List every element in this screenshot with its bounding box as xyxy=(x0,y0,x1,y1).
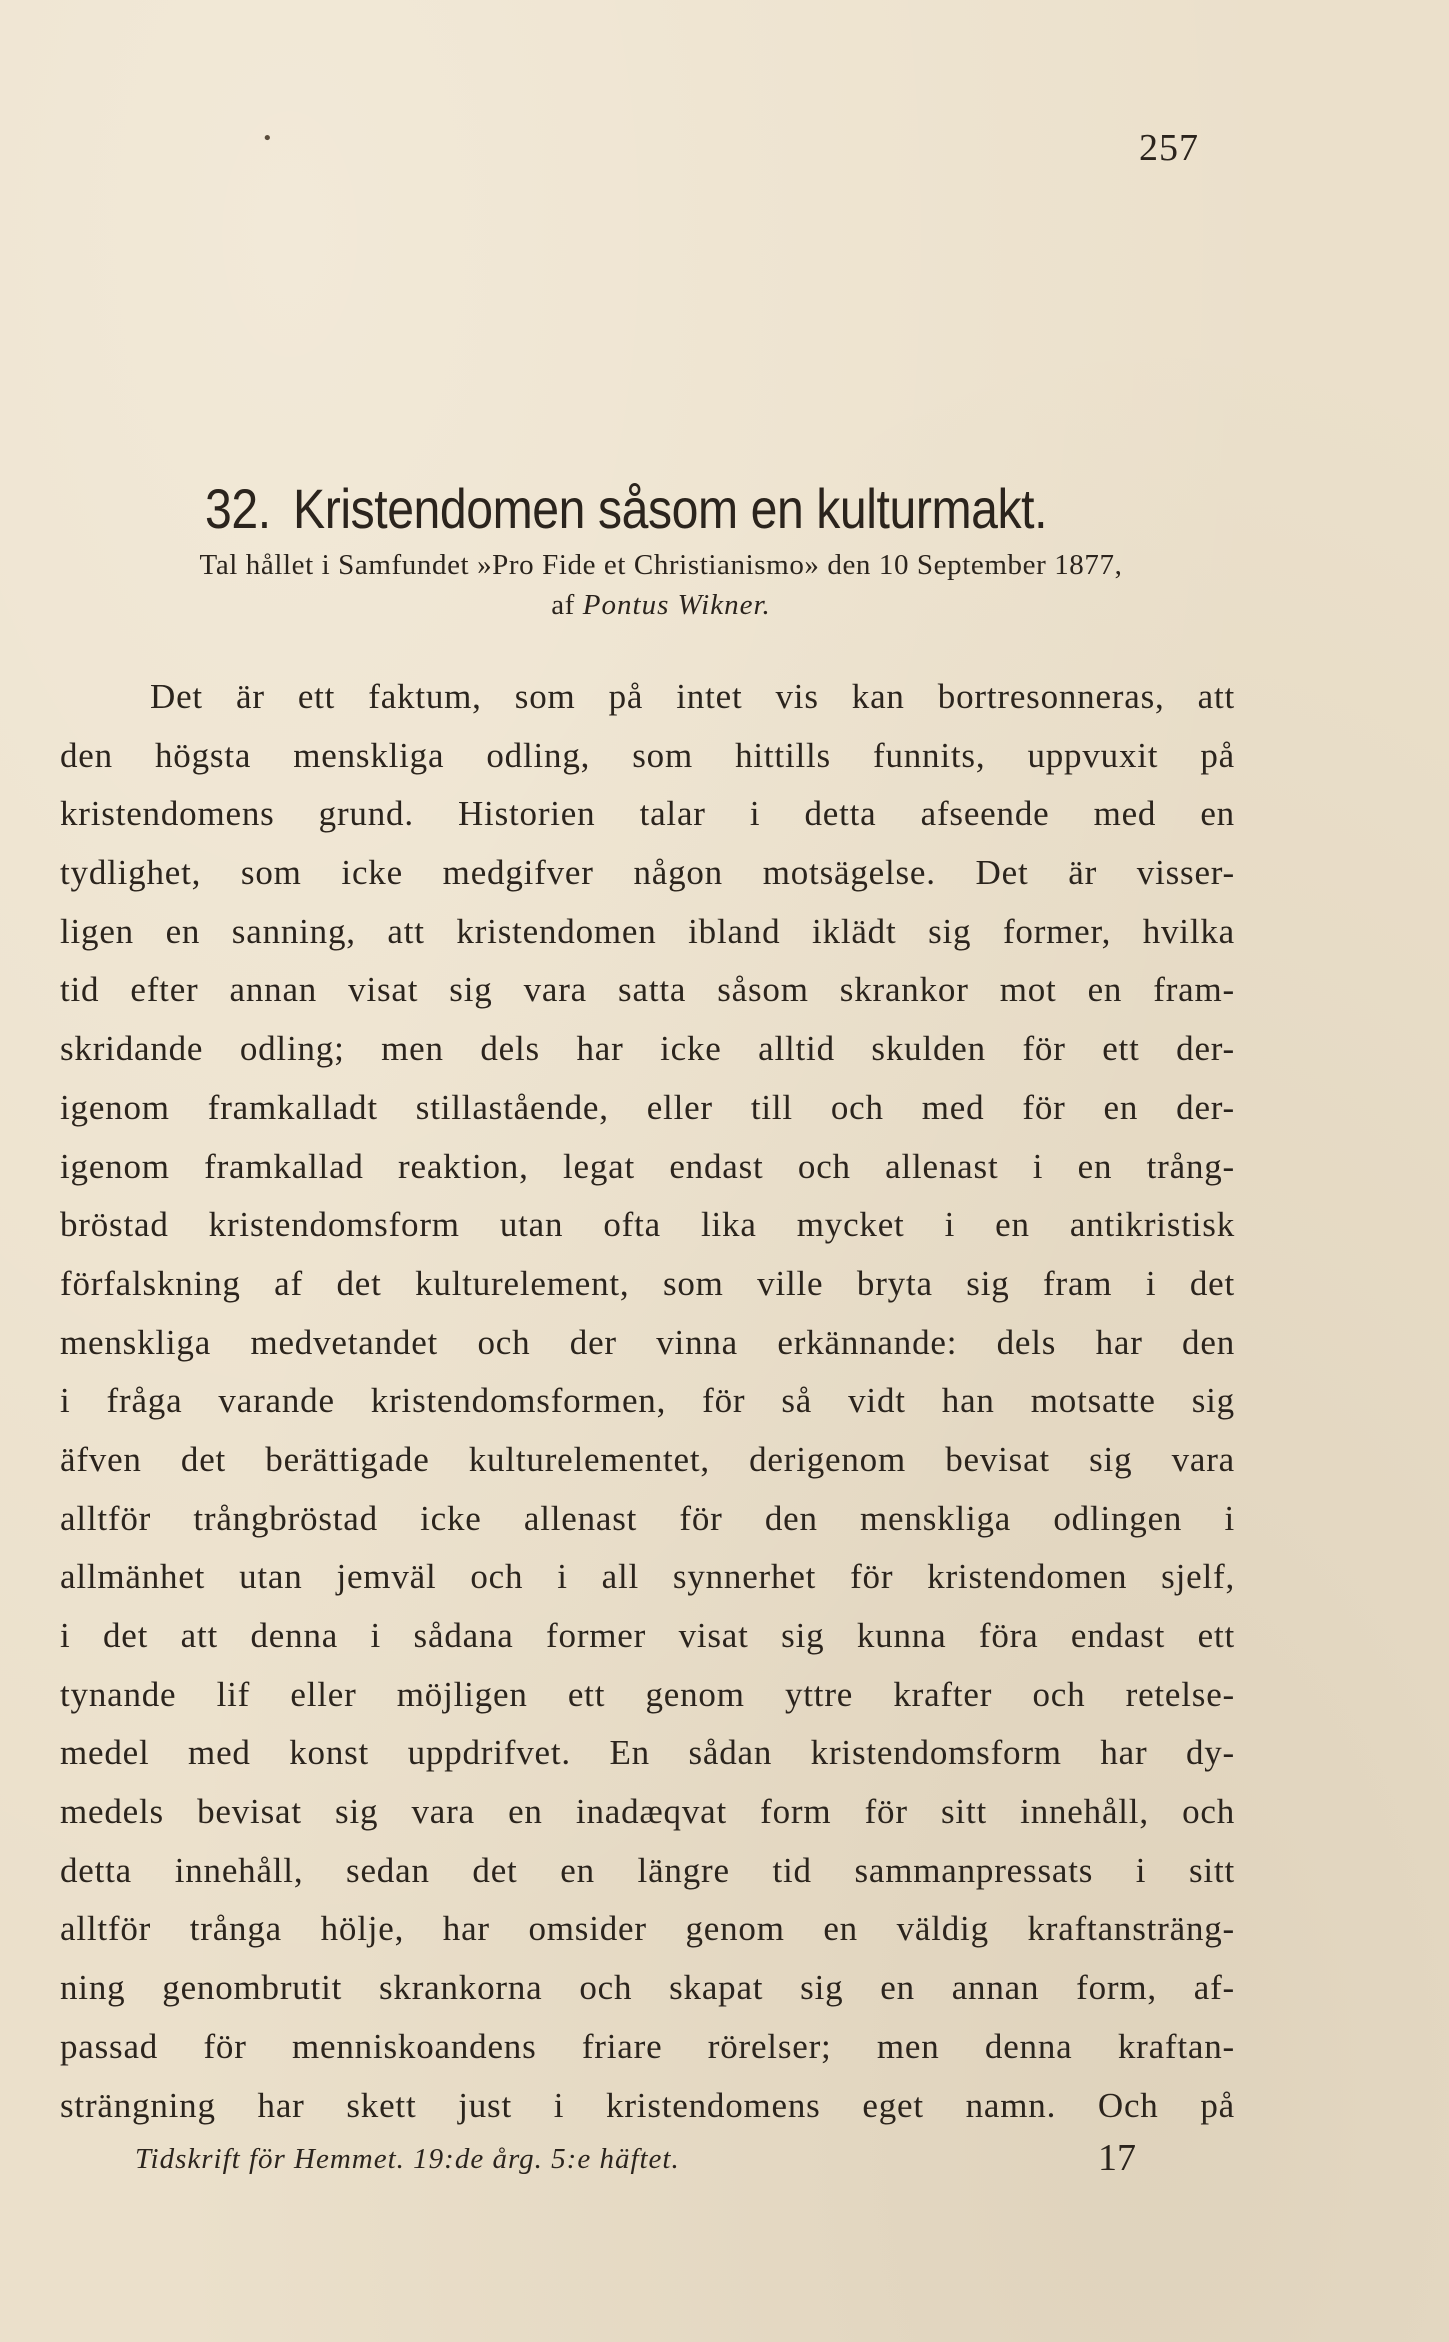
text-line: skridande odling; men dels har icke alltid skulden för ett der- xyxy=(60,1029,1235,1069)
body-paragraph xyxy=(60,668,1235,2135)
text-line: passad för menniskoandens friare rörelser; men denna kraftan- xyxy=(60,2026,1235,2066)
text-line: igenom framkalladt stillastående, eller till och med för en der- xyxy=(60,1087,1235,1127)
text-line: alltför trångbröstad icke allenast för den menskliga odlingen i xyxy=(60,1498,1235,1538)
ink-speck: • xyxy=(262,128,273,149)
text-line: i fråga varande kristendomsformen, för så vidt han motsatte sig xyxy=(60,1381,1235,1421)
attribution-line: Tal hållet i Samfundet »Pro Fide et Christianismo» den 10 September 1877, xyxy=(199,549,1123,581)
text-line: kristendomens grund. Historien talar i detta afseende med en xyxy=(60,794,1235,834)
text-line: strängning har skett just i kristendomens eget namn. Och på xyxy=(60,2085,1235,2125)
chapter-number: 32. xyxy=(205,476,271,540)
text-line: allmänhet utan jemväl och i all synnerhet för kristendomen sjelf, xyxy=(60,1557,1235,1597)
chapter-heading xyxy=(205,476,1117,541)
text-line: den högsta menskliga odling, som hittills funnits, uppvuxit på xyxy=(60,735,1235,775)
text-line: medels bevisat sig vara en inadæqvat form för sitt innehåll, och xyxy=(60,1792,1235,1832)
text-line: äfven det berättigade kulturelementet, derigenom bevisat sig vara xyxy=(60,1439,1235,1479)
text-line: ligen en sanning, att kristendomen ibland iklädt sig former, hvilka xyxy=(60,911,1235,951)
text-line: alltför trånga hölje, har omsider genom en väldig kraftansträng- xyxy=(60,1909,1235,1949)
text-line: detta innehåll, sedan det en längre tid sammanpressats i sitt xyxy=(60,1850,1235,1890)
chapter-title: Kristendomen såsom en kulturmakt. xyxy=(293,476,1048,540)
signature-mark: 17 xyxy=(1098,2137,1136,2179)
author-name: Pontus Wikner. xyxy=(582,589,771,621)
text-line: tydlighet, som icke medgifver någon motsägelse. Det är visser- xyxy=(60,853,1235,893)
text-line: tid efter annan visat sig vara satta såsom skrankor mot en fram- xyxy=(60,970,1235,1010)
journal-footer: Tidskrift för Hemmet. 19:de årg. 5:e häftet. xyxy=(135,2143,680,2175)
text-line: ning genombrutit skrankorna och skapat sig en annan form, af- xyxy=(60,1968,1235,2008)
page-number: 257 xyxy=(1139,127,1199,169)
author-line xyxy=(96,585,1226,625)
text-line: förfalskning af det kulturelement, som ville bryta sig fram i det xyxy=(60,1263,1235,1303)
text-line: tynande lif eller möjligen ett genom yttre krafter och retelse- xyxy=(60,1674,1235,1714)
text-line: menskliga medvetandet och der vinna erkännande: dels har den xyxy=(60,1322,1235,1362)
text-line: i det att denna i sådana former visat sig kunna föra endast ett xyxy=(60,1616,1235,1655)
text-line: Det är ett faktum, som på intet vis kan bortresonneras, att xyxy=(150,677,1235,716)
author-prefix: af xyxy=(551,589,583,621)
text-line: bröstad kristendomsform utan ofta lika mycket i en antikristisk xyxy=(60,1205,1235,1245)
text-line: igenom framkallad reaktion, legat endast och allenast i en trång- xyxy=(60,1146,1235,1186)
speech-attribution xyxy=(96,545,1226,625)
text-line: medel med konst uppdrifvet. En sådan kristendomsform har dy- xyxy=(60,1733,1235,1773)
